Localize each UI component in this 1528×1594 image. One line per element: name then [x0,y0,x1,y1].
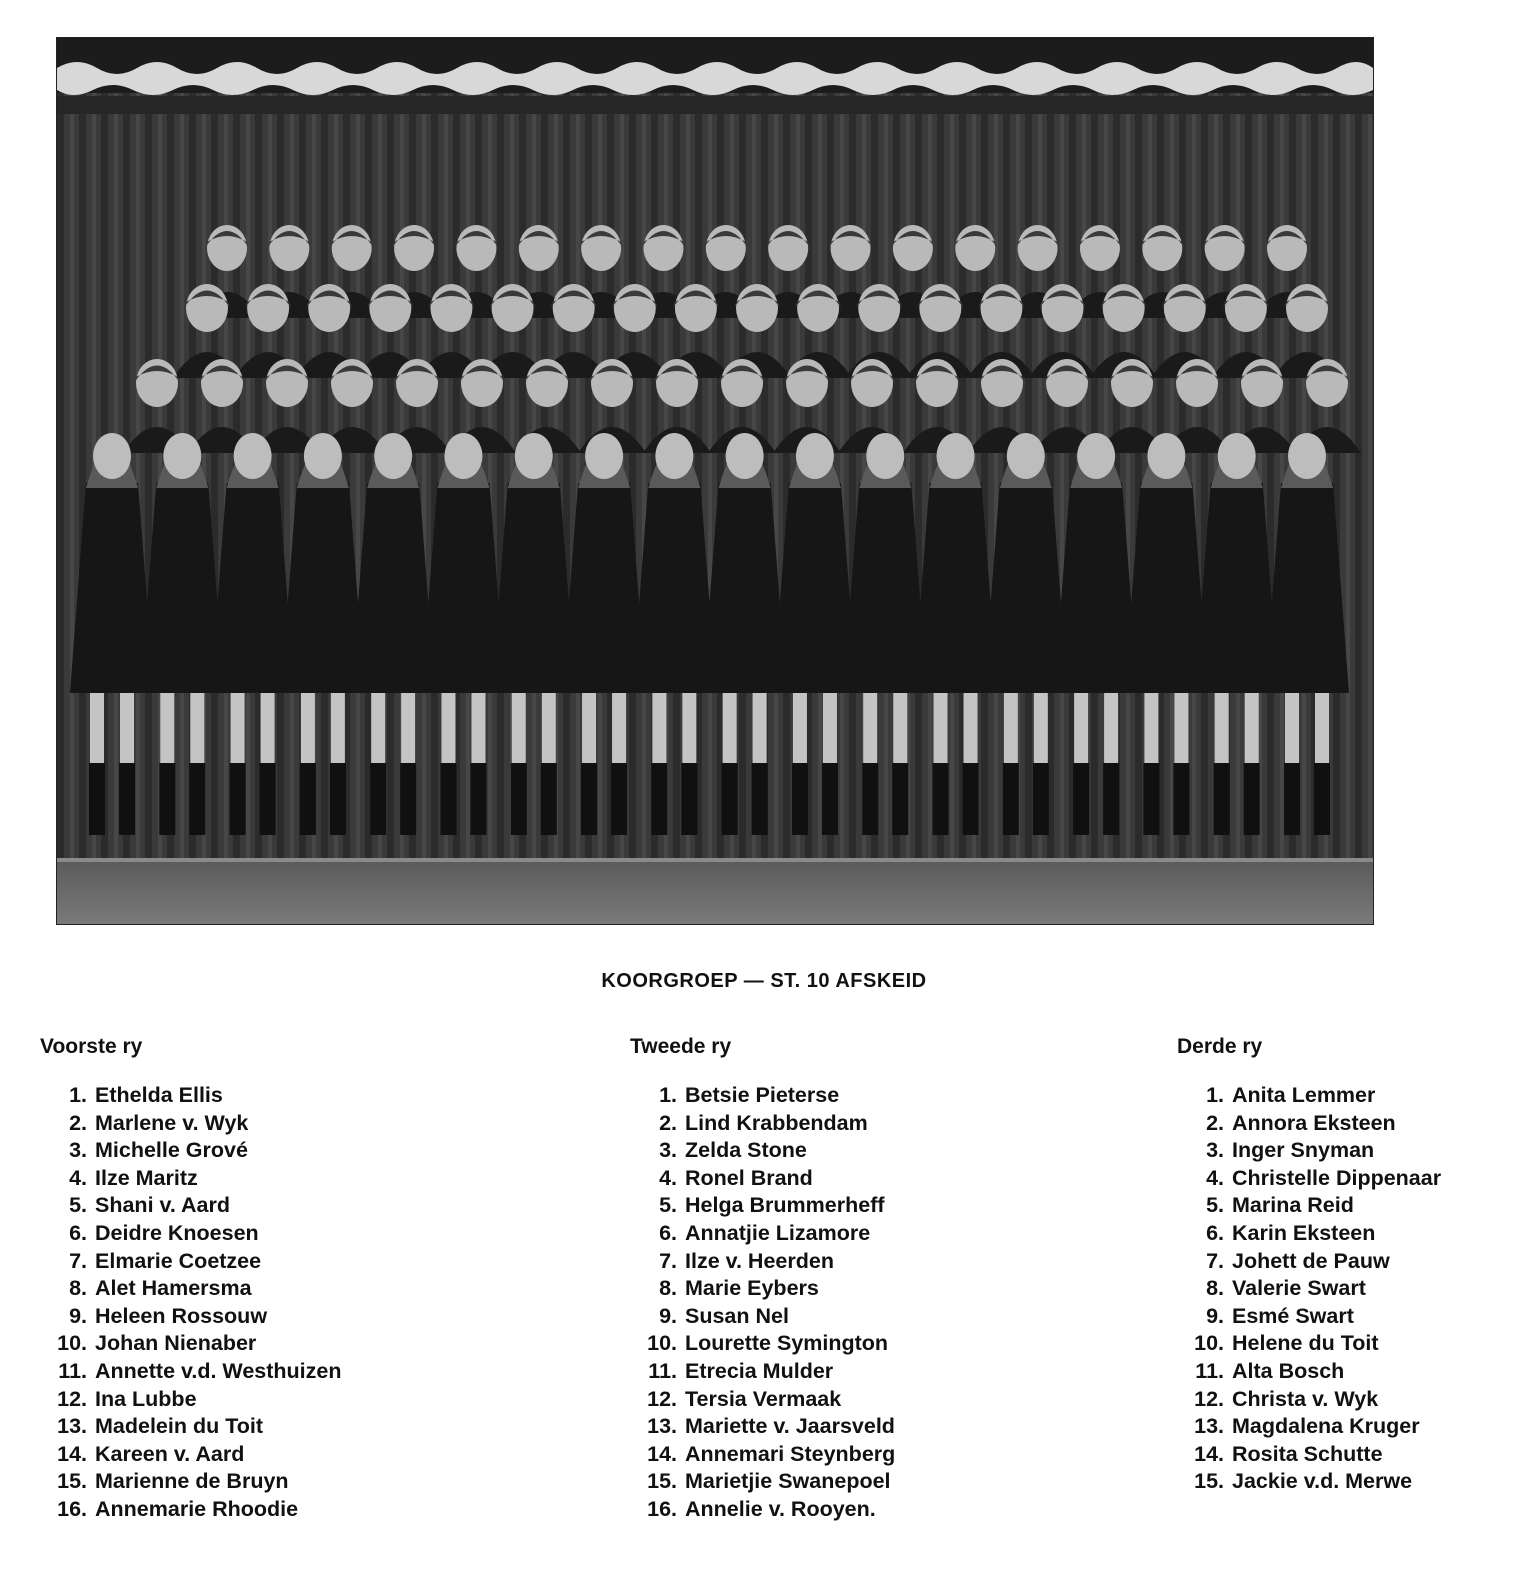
member-name: Ilze v. Heerden [685,1248,834,1273]
row-column-third [1177,1035,1441,1496]
item-number: 12. [1194,1386,1224,1411]
member-name: Johan Nienaber [95,1331,257,1356]
member-name: Tersia Vermaak [685,1386,842,1411]
member-name: Marie Eybers [685,1276,819,1301]
list-item [1177,1386,1441,1414]
list-item [630,1165,895,1193]
list-item [630,1248,895,1276]
list-item [40,1248,341,1276]
list-item [1177,1165,1441,1193]
item-number: 2. [1206,1110,1224,1135]
item-number: 11. [1195,1358,1224,1383]
item-number: 5. [69,1193,87,1218]
list-item [630,1303,895,1331]
list-item [630,1441,895,1469]
list-item [1177,1468,1441,1496]
list-item [1177,1303,1441,1331]
item-number: 7. [1206,1248,1224,1273]
list-item [1177,1358,1441,1386]
list-item [1177,1137,1441,1165]
list-item [630,1082,895,1110]
item-number: 7. [69,1248,87,1273]
list-item [630,1496,895,1524]
member-name: Annelie v. Rooyen. [685,1496,876,1521]
list-item [630,1413,895,1441]
item-number: 11. [58,1358,87,1383]
member-name: Zelda Stone [685,1138,807,1163]
list-item [40,1220,341,1248]
member-name: Johett de Pauw [1232,1248,1390,1273]
member-name: Lind Krabbendam [685,1110,868,1135]
list-item [40,1330,341,1358]
list-item [40,1110,341,1138]
item-number: 5. [1206,1193,1224,1218]
item-number: 9. [659,1303,677,1328]
item-number: 11. [648,1358,677,1383]
item-number: 15. [647,1469,677,1494]
item-number: 15. [57,1469,87,1494]
list-item [40,1496,341,1524]
item-number: 13. [647,1414,677,1439]
member-name: Ethelda Ellis [95,1083,223,1107]
member-name: Annatjie Lizamore [685,1220,871,1245]
list-item [40,1192,341,1220]
item-number: 3. [69,1138,87,1163]
member-name: Jackie v.d. Merwe [1232,1469,1413,1494]
member-name: Marina Reid [1232,1193,1354,1218]
item-number: 12. [57,1386,87,1411]
member-name: Madelein du Toit [95,1414,264,1439]
member-name: Inger Snyman [1232,1138,1375,1163]
list-item [40,1413,341,1441]
member-name: Christelle Dippenaar [1232,1165,1442,1190]
list-item [630,1358,895,1386]
column-title: Tweede ry [630,1035,732,1058]
member-name: Annora Eksteen [1232,1110,1396,1135]
item-number: 14. [647,1441,677,1466]
list-item [1177,1441,1441,1469]
item-number: 3. [659,1138,677,1163]
item-number: 2. [659,1110,677,1135]
list-item [630,1110,895,1138]
member-name: Kareen v. Aard [95,1441,245,1466]
column-title: Derde ry [1177,1035,1263,1058]
member-name: Michelle Grové [95,1138,248,1163]
member-name: Deidre Knoesen [95,1220,259,1245]
list-item [40,1468,341,1496]
name-list [630,1082,895,1524]
list-item [40,1441,341,1469]
member-name: Lourette Symington [685,1331,889,1356]
item-number: 13. [57,1414,87,1439]
list-item [40,1386,341,1414]
item-number: 4. [659,1165,677,1190]
item-number: 10. [1194,1331,1224,1356]
member-name: Heleen Rossouw [95,1303,268,1328]
item-number: 16. [647,1496,677,1521]
list-item [1177,1413,1441,1441]
member-name: Helene du Toit [1232,1331,1379,1356]
item-number: 6. [659,1220,677,1245]
list-item [40,1303,341,1331]
member-name: Marlene v. Wyk [95,1110,249,1135]
item-number: 8. [69,1276,87,1301]
member-name: Magdalena Kruger [1232,1414,1420,1439]
list-item [40,1358,341,1386]
member-name: Annette v.d. Westhuizen [95,1358,342,1383]
member-name: Anita Lemmer [1232,1083,1376,1107]
item-number: 8. [1206,1276,1224,1301]
member-name: Susan Nel [685,1303,789,1328]
name-list [1177,1082,1441,1496]
list-item [630,1137,895,1165]
list-item [630,1192,895,1220]
item-number: 2. [69,1110,87,1135]
item-number: 7. [659,1248,677,1273]
member-name: Karin Eksteen [1232,1220,1376,1245]
item-number: 4. [1206,1165,1224,1190]
item-number: 15. [1194,1469,1224,1494]
member-name: Annemarie Rhoodie [95,1496,299,1521]
list-item [40,1082,341,1110]
member-name: Mariette v. Jaarsveld [685,1414,895,1439]
member-name: Ina Lubbe [95,1386,197,1411]
item-number: 5. [659,1193,677,1218]
item-number: 12. [647,1386,677,1411]
list-item [1177,1110,1441,1138]
list-item [1177,1192,1441,1220]
item-number: 14. [1194,1441,1224,1466]
list-item [1177,1220,1441,1248]
member-name: Rosita Schutte [1232,1441,1383,1466]
member-name: Elmarie Coetzee [95,1248,262,1273]
item-number: 6. [1206,1220,1224,1245]
list-item [630,1330,895,1358]
list-item [1177,1330,1441,1358]
member-name: Alet Hamersma [95,1276,252,1301]
member-name: Marienne de Bruyn [95,1469,289,1494]
list-item [630,1386,895,1414]
list-item [40,1165,341,1193]
choir-group-photo [56,37,1374,925]
group-photo-icon [57,38,1373,924]
item-number: 14. [57,1441,87,1466]
item-number: 16. [57,1496,87,1521]
list-item [630,1275,895,1303]
member-name: Betsie Pieterse [685,1083,840,1107]
list-item [40,1137,341,1165]
item-number: 1. [69,1083,87,1107]
item-number: 6. [69,1220,87,1245]
member-name: Annemari Steynberg [685,1441,896,1466]
member-name: Valerie Swart [1232,1276,1366,1301]
item-number: 1. [659,1083,677,1107]
list-item [630,1220,895,1248]
item-number: 10. [647,1331,677,1356]
item-number: 13. [1194,1414,1224,1439]
row-column-second [630,1035,895,1524]
member-name: Ronel Brand [685,1165,813,1190]
member-name: Marietjie Swanepoel [685,1469,891,1494]
member-name: Alta Bosch [1232,1358,1345,1383]
list-item [40,1275,341,1303]
column-title: Voorste ry [40,1035,143,1058]
row-column-front [40,1035,341,1524]
list-item [1177,1248,1441,1276]
item-number: 1. [1206,1083,1224,1107]
member-name: Shani v. Aard [95,1193,231,1218]
item-number: 10. [57,1331,87,1356]
member-name: Esmé Swart [1232,1303,1354,1328]
item-number: 8. [659,1276,677,1301]
member-name: Christa v. Wyk [1232,1386,1379,1411]
item-number: 3. [1206,1138,1224,1163]
list-item [630,1468,895,1496]
item-number: 9. [69,1303,87,1328]
member-name: Etrecia Mulder [685,1358,834,1383]
list-item [1177,1275,1441,1303]
item-number: 4. [69,1165,87,1190]
list-item [1177,1082,1441,1110]
page-title: KOORGROEP — ST. 10 AFSKEID [601,970,927,992]
name-list [40,1082,341,1524]
member-name: Helga Brummerheff [685,1193,885,1218]
member-name: Ilze Maritz [95,1165,198,1190]
item-number: 9. [1206,1303,1224,1328]
